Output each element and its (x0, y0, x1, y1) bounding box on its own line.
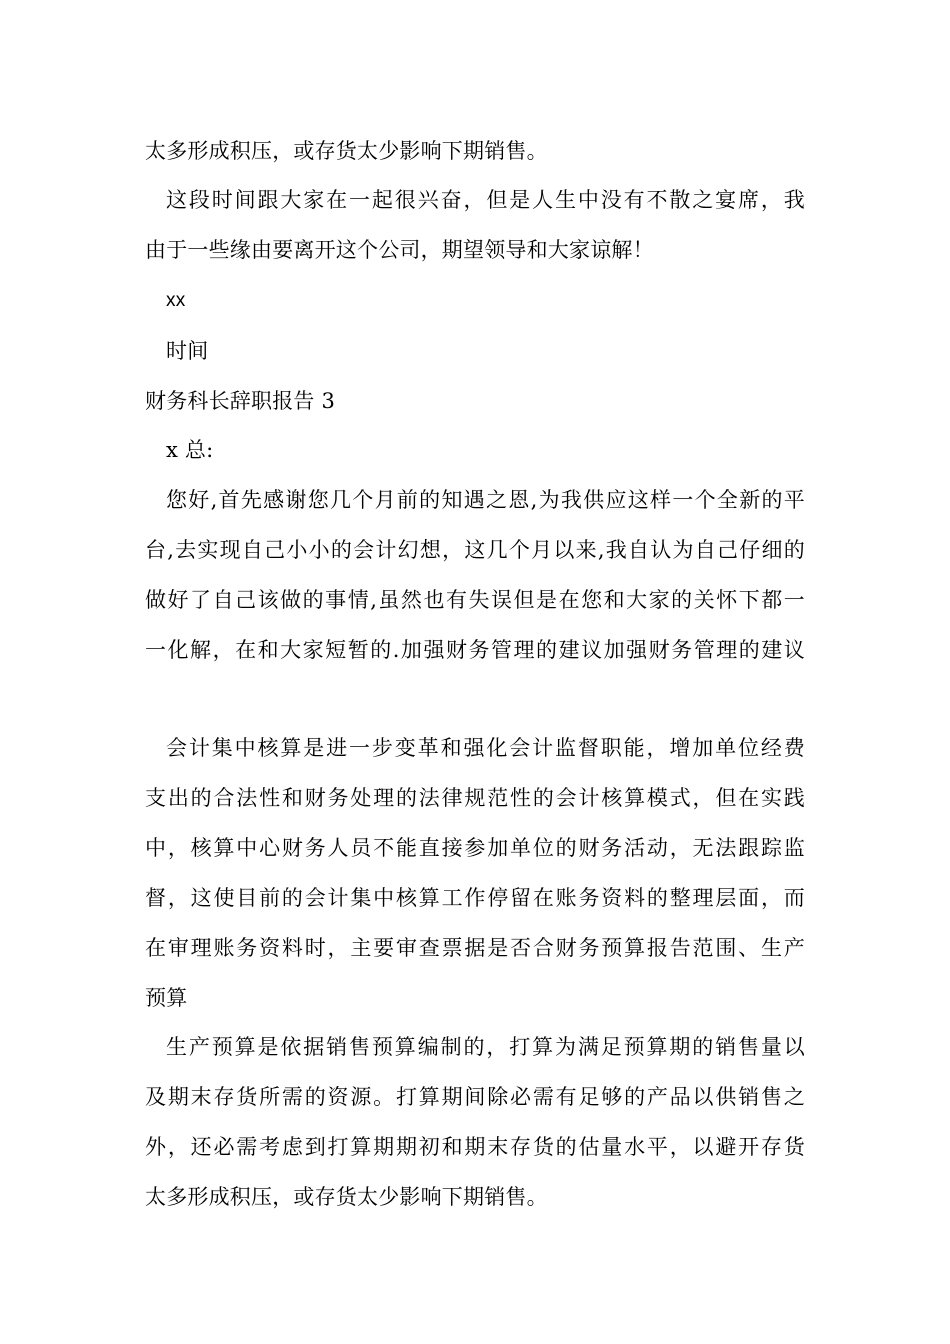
text-line: 外，还必需考虑到打算期期初和期末存货的估量水平，以避开存货 (145, 1135, 805, 1159)
text-line: 由于一些缘由要离开这个公司，期望领导和大家谅解！ (145, 238, 654, 262)
text-line: 一化解，在和大家短暂的.加强财务管理的建议加强财务管理的建议 (145, 638, 805, 662)
text-line: 台,去实现自己小小的会计幻想，这几个月以来,我自认为自己仔细的 (145, 538, 805, 562)
text-line: 及期末存货所需的资源。打算期间除必需有足够的产品以供销售之 (145, 1085, 805, 1109)
text-line: 中，核算中心财务人员不能直接参加单位的财务活动，无法跟踪监 (145, 836, 805, 860)
text-line: 预算 (145, 986, 188, 1010)
text-line: 在审理账务资料时，主要审查票据是否合财务预算报告范围、生产 (145, 936, 805, 960)
text-line: 做好了自己该做的事情,虽然也有失误但是在您和大家的关怀下都一 (145, 588, 805, 612)
text-line: 支出的合法性和财务处理的法律规范性的会计核算模式，但在实践 (145, 786, 805, 810)
text-line: x 总: (166, 438, 214, 462)
text-line: 您好,首先感谢您几个月前的知遇之恩,为我供应这样一个全新的平 (166, 488, 805, 512)
text-line: 太多形成积压，或存货太少影响下期销售。 (145, 1185, 548, 1209)
text-line: 会计集中核算是进一步变革和强化会计监督职能，增加单位经费 (166, 736, 805, 760)
text-line: 生产预算是依据销售预算编制的，打算为满足预算期的销售量以 (166, 1035, 805, 1059)
text-line: 这段时间跟大家在一起很兴奋，但是人生中没有不散之宴席，我 (166, 188, 805, 212)
text-line: 时间 (166, 339, 209, 363)
text-line: 督，这使目前的会计集中核算工作停留在账务资料的整理层面，而 (145, 886, 805, 910)
text-line: 太多形成积压，或存货太少影响下期销售。 (145, 139, 548, 163)
text-line: xx (166, 290, 186, 311)
section-title: 财务科长辞职报告 3 (145, 389, 336, 413)
